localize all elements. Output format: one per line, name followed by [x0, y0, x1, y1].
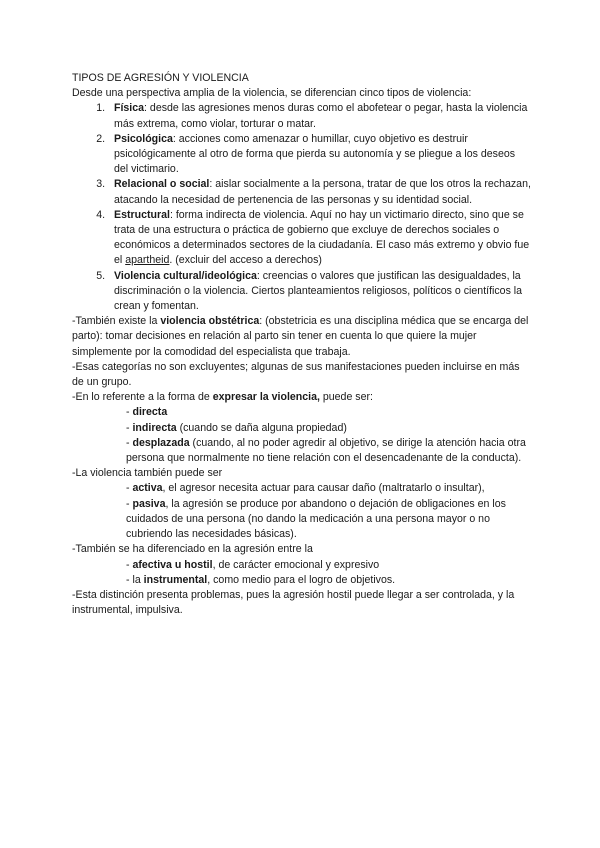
dash: - — [126, 497, 133, 510]
list-item — [126, 558, 532, 573]
expression-suffix: puede ser: — [319, 391, 373, 404]
item-term: directa — [132, 406, 168, 419]
expression-term: expresar la violencia, — [212, 391, 320, 404]
type-term: Relacional o social — [114, 178, 210, 191]
obstetric-text: : (obstetricia es una disciplina médica que se encarga del parto): tomar decisiones en relación al parto sin tener en cuenta lo que quiere la mujer simplemente por la comodidad del especialista que trabaja. — [72, 315, 529, 358]
also-sublist — [72, 481, 532, 542]
item-text: , la agresión se produce por abandono o dejación de obligaciones en los cuidados de una persona (no dando la medicación a una persona mayor o no cubriendo las necesidades básicas). — [126, 497, 506, 541]
type-term: Física — [114, 102, 145, 115]
type-description: : desde las agresiones menos duras como el abofetear o pegar, hasta la violencia más extrema, como violar, torturar o matar. — [114, 102, 528, 130]
type-description: : forma indirecta de violencia. Aquí no hay un victimario directo, sino que se trata de una estructura o práctica de gobierno que excluye de derechos sociales o económicos a determinados sectores de la ciudadanía. El caso más extremo y obvio fue el — [114, 208, 530, 267]
item-text: , como medio para el logro de objetivos. — [207, 573, 396, 586]
list-item — [126, 436, 532, 466]
obstetric-term: violencia obstétrica — [160, 315, 260, 328]
type-term: Psicológica — [114, 132, 173, 145]
list-item — [126, 481, 532, 496]
list-item — [126, 421, 532, 436]
conclusion-paragraph: -Esta distinción presenta problemas, pues la agresión hostil puede llegar a ser controlada, y la instrumental, impulsiva. — [72, 588, 515, 617]
list-item — [108, 132, 532, 178]
item-text: , el agresor necesita actuar para causar daño (maltratarlo o insultar), — [162, 482, 485, 495]
also-intro: -La violencia también puede ser — [72, 467, 223, 480]
list-item — [108, 177, 532, 207]
dash: - — [126, 558, 133, 571]
obstetric-prefix: -También existe la — [72, 315, 161, 328]
list-item — [108, 208, 532, 269]
aggression-sublist — [72, 558, 532, 588]
item-text: (cuando, al no poder agredir al objetivo, se dirige la atención hacia otra persona que normalmente no tiene relación con el desencadenante de la conducta). — [126, 436, 526, 465]
expression-prefix: -En lo referente a la forma de — [72, 391, 213, 404]
item-term: pasiva — [132, 497, 166, 510]
not-exclusive-paragraph: -Esas categorías no son excluyentes; algunas de sus manifestaciones pueden incluirse en más de un grupo. — [72, 360, 520, 389]
apartheid-link[interactable]: apartheid — [125, 254, 170, 267]
list-item — [126, 405, 532, 420]
item-text: , de carácter emocional y expresivo — [212, 558, 380, 571]
item-text: (cuando se daña alguna propiedad) — [176, 421, 347, 434]
type-description: : acciones como amenazar o humillar, cuyo objetivo es destruir psicológicamente al otro de forma que pierda su autonomía y se pliegue a los deseos del victimario. — [114, 132, 516, 176]
type-description: : creencias o valores que justifican las desigualdades, la discriminación o la violencia. Ciertos planteamientos religiosos, políticos o científicos la crean y fomentan. — [114, 269, 523, 313]
type-term: Estructural — [114, 208, 170, 221]
document-page — [72, 71, 532, 618]
expression-sublist — [72, 405, 532, 466]
aggression-intro: -También se ha diferenciado en la agresión entre la — [72, 543, 313, 556]
type-term: Violencia cultural/ideológica — [114, 269, 257, 282]
dash: - la — [126, 573, 144, 586]
list-item — [126, 573, 532, 588]
item-term: activa — [132, 482, 163, 495]
dash: - — [126, 421, 133, 434]
type-description-end: . (excluir del acceso a derechos) — [169, 254, 322, 267]
dash: - — [126, 436, 133, 449]
obstetric-paragraph — [72, 314, 532, 360]
expression-paragraph — [72, 390, 532, 405]
violence-types-list — [72, 101, 532, 314]
list-item — [108, 269, 532, 315]
dash: - — [126, 482, 133, 495]
type-description: : aislar socialmente a la persona, tratar de que los otros la rechazan, atacando la necesidad de pertenencia de las personas y su identidad social. — [114, 178, 531, 206]
item-term: instrumental — [143, 573, 208, 586]
dash: - — [126, 406, 133, 419]
item-term: afectiva u hostil — [132, 558, 213, 571]
intro-paragraph: Desde una perspectiva amplia de la violencia, se diferencian cinco tipos de violencia: — [72, 87, 472, 100]
document-title: TIPOS DE AGRESIÓN Y VIOLENCIA — [72, 72, 249, 84]
item-term: indirecta — [132, 421, 177, 434]
list-item — [108, 101, 532, 131]
list-item — [126, 497, 532, 543]
item-term: desplazada — [132, 436, 190, 449]
